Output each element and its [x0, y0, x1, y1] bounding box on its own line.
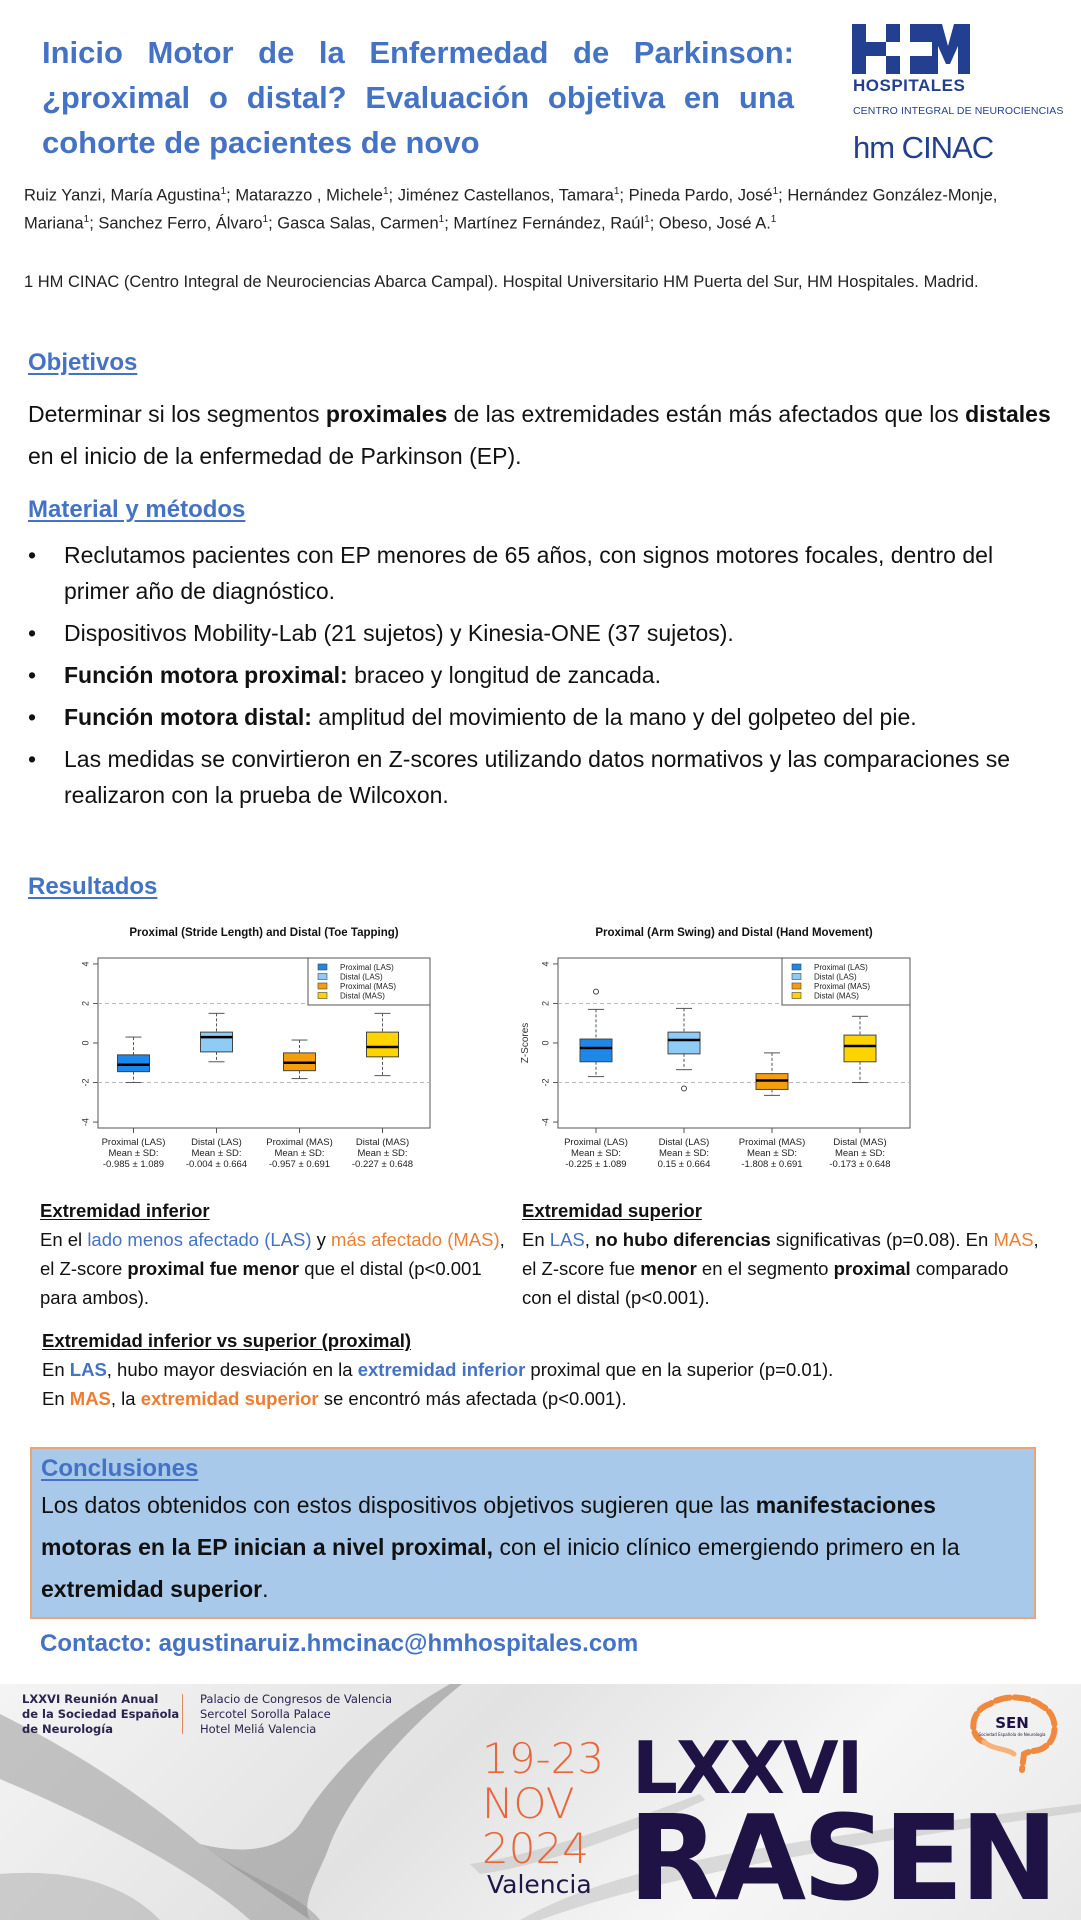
legend-swatch — [318, 974, 327, 980]
x-tick-label: Mean ± SD: — [834, 1148, 886, 1159]
text: que el distal (p<0.001 para ambos). — [40, 1258, 482, 1308]
x-tick-label: Mean ± SD: — [746, 1148, 798, 1159]
box-distal-mas — [844, 1035, 876, 1062]
las-highlight: extremidad inferior — [357, 1359, 526, 1380]
x-tick-label: -0.985 ± 1.089 — [102, 1159, 165, 1170]
author-name: Ruiz Yanzi, María Agustina — [24, 186, 221, 205]
venue-line: Sercotel Sorolla Palace — [200, 1707, 331, 1721]
poster-title: Inicio Motor de la Enfermedad de Parkinson: ¿proximal o distal? Evaluación objetiva en una cohorte de pacientes de novo — [42, 35, 794, 160]
bullet-text: Reclutamos pacientes con EP menores de 65 años, con signos motores focales, dentro del primer año de diagnóstico. — [64, 542, 994, 604]
result-superior-text — [522, 1225, 1042, 1312]
divider — [182, 1694, 183, 1734]
text: En — [42, 1388, 70, 1409]
bullet-text: Las medidas se convirtieron en Z-scores utilizando datos normativos y las comparaciones se realizaron con la prueba de Wilcoxon. — [64, 746, 1010, 808]
author-affiliation-mark: 1 — [83, 213, 90, 225]
text: . — [262, 1576, 269, 1602]
text: se encontró más afectada (p<0.001). — [318, 1388, 627, 1409]
x-tick-label: Mean ± SD: — [658, 1148, 710, 1159]
text: en el inicio de la enfermedad de Parkinson (EP). — [28, 443, 522, 469]
bullet-bold: Función motora proximal: — [64, 662, 348, 688]
x-tick-label: -0.957 ± 0.691 — [268, 1159, 331, 1170]
author-name: Jiménez Castellanos, Tamara — [397, 186, 614, 205]
box-proximal-las — [118, 1055, 150, 1072]
y-tick-label: 0 — [80, 1040, 91, 1046]
event-city: Valencia — [487, 1870, 592, 1899]
text: comparado con el distal (p<0.001). — [522, 1258, 1009, 1308]
author-affiliation-mark: 1 — [644, 213, 650, 225]
author-affiliation-mark: 1 — [438, 213, 445, 225]
boxplot-lower-limb — [60, 910, 440, 1185]
sen-acronym: SEN — [995, 1714, 1029, 1732]
author-name: Sanchez Ferro, Álvaro — [98, 214, 263, 232]
mas-highlight: MAS — [69, 1388, 111, 1409]
event-dates — [482, 1736, 604, 1871]
method-bullet — [28, 741, 1038, 813]
x-tick-label: Distal (MAS) — [833, 1137, 887, 1148]
text: , la — [110, 1388, 141, 1409]
meeting-name — [22, 1692, 179, 1737]
y-tick-label: 0 — [540, 1040, 551, 1046]
legend-swatch — [318, 983, 327, 989]
venue-line: Palacio de Congresos de Valencia — [200, 1692, 393, 1706]
event-edition: LXXVI — [632, 1726, 862, 1810]
section-heading-metodos: Material y métodos — [28, 496, 246, 523]
text: , el Z-score — [40, 1229, 505, 1279]
mas-highlight: MAS — [993, 1229, 1034, 1250]
bullet-text: amplitud del movimiento de la mano y del golpeteo del pie. — [311, 704, 917, 730]
legend-label: Proximal (MAS) — [340, 982, 397, 991]
venues — [200, 1692, 392, 1737]
x-tick-label: Mean ± SD: — [274, 1148, 325, 1159]
text: En — [522, 1229, 550, 1250]
sen-brain-logo-icon — [964, 1692, 1060, 1774]
logo-cinac: hm CINAC — [853, 130, 994, 165]
section-heading-objetivos: Objetivos — [28, 349, 138, 376]
author-affiliation-mark: 1 — [382, 186, 389, 197]
text: no hubo diferencias — [595, 1229, 771, 1250]
text: Determinar si los segmentos — [28, 401, 326, 427]
legend-label: Distal (LAS) — [814, 972, 857, 982]
chart-title: Proximal (Arm Swing) and Distal (Hand Movement) — [595, 927, 873, 939]
text: , — [584, 1229, 596, 1250]
box-proximal-las — [580, 1039, 612, 1062]
bold-text: extremidad superior — [41, 1576, 263, 1602]
result-inferior — [40, 1196, 510, 1312]
logo-subtitle: CENTRO INTEGRAL DE NEUROCIENCIAS — [853, 105, 1064, 117]
text: en el segmento — [696, 1258, 834, 1279]
y-axis-label: Z-Scores — [520, 1022, 531, 1064]
legend-label: Distal (MAS) — [814, 991, 859, 1001]
author-affiliation-mark: 1 — [772, 186, 779, 197]
result-comparacion-heading: Extremidad inferior vs superior (proximal) — [42, 1330, 412, 1351]
x-tick-label: Proximal (LAS) — [101, 1137, 166, 1148]
legend-swatch — [318, 993, 327, 999]
method-bullet — [28, 699, 1038, 735]
author-affiliation-mark: 1 — [613, 186, 620, 197]
text: En el — [40, 1229, 88, 1250]
box-distal-mas — [367, 1032, 399, 1057]
author-name: Obeso, José A. — [658, 214, 771, 232]
y-tick-label: 4 — [540, 961, 551, 967]
method-bullet — [28, 615, 1038, 651]
box-distal-las — [668, 1032, 700, 1054]
box-distal-las — [201, 1032, 233, 1052]
meeting-line: de la Sociedad Española — [22, 1707, 180, 1721]
author-affiliation-mark: 1 — [262, 213, 269, 225]
method-bullet — [28, 537, 1038, 609]
text: de las extremidades están más afectados que los — [447, 401, 966, 427]
text: proximal — [833, 1258, 911, 1279]
text: proximal que en la superior (p=0.01). — [525, 1359, 834, 1380]
author-name: Matarazzo , Michele — [235, 186, 383, 205]
result-comparacion — [42, 1326, 1042, 1413]
x-tick-label: Proximal (MAS) — [266, 1137, 333, 1148]
boxplot-upper-limb — [500, 910, 920, 1185]
result-inferior-text — [40, 1225, 510, 1312]
legend-swatch — [792, 964, 801, 970]
las-highlight: LAS — [549, 1229, 585, 1250]
bullet-bold: Función motora distal: — [64, 704, 312, 730]
section-heading-conclusiones: Conclusiones — [41, 1455, 199, 1482]
las-highlight: lado menos afectado (LAS) — [87, 1229, 312, 1250]
y-tick-label: -4 — [80, 1118, 91, 1127]
y-tick-label: 2 — [540, 1000, 551, 1006]
text: significativas (p=0.08). En — [770, 1229, 994, 1250]
logo-brand: HOSPITALES — [853, 76, 966, 95]
author-name: Martínez Fernández, Raúl — [453, 214, 645, 232]
section-heading-resultados: Resultados — [28, 873, 158, 900]
x-tick-label: -0.004 ± 0.664 — [185, 1159, 248, 1170]
bullet-text: braceo y longitud de zancada. — [347, 662, 661, 688]
venue-line: Hotel Meliá Valencia — [200, 1722, 317, 1736]
result-superior-heading: Extremidad superior — [522, 1200, 702, 1221]
legend-swatch — [792, 974, 801, 980]
bullet-text: Dispositivos Mobility-Lab (21 sujetos) y Kinesia-ONE (37 sujetos). — [64, 620, 734, 646]
chart-title: Proximal (Stride Length) and Distal (Toe Tapping) — [129, 927, 399, 939]
author-name: Pineda Pardo, José — [628, 186, 773, 205]
author-name: Gasca Salas, Carmen — [277, 214, 439, 232]
date-line: 2024 — [482, 1824, 589, 1873]
text: y — [311, 1229, 332, 1250]
x-tick-label: Mean ± SD: — [357, 1148, 408, 1159]
legend-label: Proximal (LAS) — [814, 963, 868, 972]
author-affiliation-mark: 1 — [770, 213, 777, 225]
text: con el inicio clínico emergiendo primero en la — [493, 1534, 960, 1560]
method-bullet — [28, 657, 1038, 693]
conclusions-text — [41, 1484, 1025, 1610]
meeting-line: de Neurología — [22, 1722, 113, 1736]
y-tick-label: -4 — [540, 1118, 551, 1127]
affiliation: 1 HM CINAC (Centro Integral de Neurociencias Abarca Campal). Hospital Universitario HM Puerta del Sur, HM Hospitales. Madrid. — [24, 273, 979, 291]
y-tick-label: 4 — [80, 961, 91, 967]
author-name: Hernández González-Monje, Mariana — [24, 186, 998, 232]
x-tick-label: -1.808 ± 0.691 — [741, 1159, 803, 1170]
bold-text: manifestaciones motoras en la EP inician a nivel proximal, — [41, 1492, 936, 1560]
bold-text: proximales — [325, 401, 448, 427]
date-line: 19-23 — [482, 1734, 605, 1783]
meeting-line: LXXVI Reunión Anual — [22, 1692, 159, 1706]
text: menor — [640, 1258, 697, 1279]
x-tick-label: -0.227 ± 0.648 — [351, 1159, 414, 1170]
result-comparacion-line-1 — [42, 1355, 1042, 1384]
result-comparacion-line-2 — [42, 1384, 1042, 1413]
x-tick-label: -0.225 ± 1.089 — [565, 1159, 627, 1170]
mas-highlight: extremidad superior — [140, 1388, 319, 1409]
contact-email[interactable]: Contacto: agustinaruiz.hmcinac@hmhospitales.com — [40, 1630, 639, 1657]
x-tick-label: Proximal (LAS) — [564, 1137, 628, 1148]
result-superior — [522, 1196, 1042, 1312]
x-tick-label: Proximal (MAS) — [738, 1137, 806, 1148]
y-tick-label: 2 — [80, 1000, 91, 1006]
legend-swatch — [792, 983, 801, 989]
date-line: NOV — [482, 1779, 575, 1828]
legend-label: Proximal (LAS) — [340, 963, 394, 972]
x-tick-label: Mean ± SD: — [191, 1148, 242, 1159]
x-tick-label: Mean ± SD: — [570, 1148, 622, 1159]
legend-label: Distal (MAS) — [340, 991, 385, 1001]
x-tick-label: Mean ± SD: — [108, 1148, 159, 1159]
text: proximal fue menor — [127, 1258, 300, 1279]
x-tick-label: Distal (LAS) — [658, 1137, 710, 1148]
text: , el Z-score fue — [522, 1229, 1039, 1279]
author-affiliation-mark: 1 — [220, 186, 227, 197]
legend-swatch — [318, 964, 327, 970]
author-list: Ruiz Yanzi, María Agustina$^1$; Matarazzo , Michele$^1$; Jiménez Castellanos, Tamara$^1$; Pineda Pardo, José$^1$; Hernández González-Monje, Mariana$^1$; Sanchez Ferro, Álvaro$^1$; Gasca Salas, Carmen$^1$; Martínez Fernández, Raúl$^1$; Obeso, José A.$^1$ — [24, 186, 998, 232]
result-inferior-heading: Extremidad inferior — [40, 1200, 210, 1221]
text: Los datos obtenidos con estos dispositivos objetivos sugieren que las — [41, 1492, 756, 1518]
sen-caption: Sociedad Española de Neurología — [978, 1732, 1046, 1737]
mas-highlight: más afectado (MAS) — [331, 1229, 500, 1250]
legend-swatch — [792, 993, 801, 999]
hm-hospitales-logo-icon — [852, 24, 970, 74]
metodos-list — [28, 537, 1038, 819]
x-tick-label: Distal (MAS) — [355, 1137, 410, 1148]
x-tick-label: 0.15 ± 0.664 — [657, 1159, 711, 1170]
y-tick-label: -2 — [540, 1078, 551, 1087]
legend-label: Distal (LAS) — [340, 972, 383, 982]
event-name: RASEN — [628, 1789, 1055, 1920]
text: En — [42, 1359, 70, 1380]
y-tick-label: -2 — [80, 1078, 91, 1087]
text: , hubo mayor desviación en la — [106, 1359, 358, 1380]
x-tick-label: Distal (LAS) — [191, 1137, 242, 1148]
congress-banner — [0, 1684, 1081, 1920]
bold-text: distales — [965, 401, 1051, 427]
objetivos-text — [28, 393, 1058, 477]
x-tick-label: -0.173 ± 0.648 — [829, 1159, 891, 1170]
conclusions-box — [30, 1447, 1036, 1619]
legend-label: Proximal (MAS) — [814, 982, 871, 991]
las-highlight: LAS — [69, 1359, 107, 1380]
